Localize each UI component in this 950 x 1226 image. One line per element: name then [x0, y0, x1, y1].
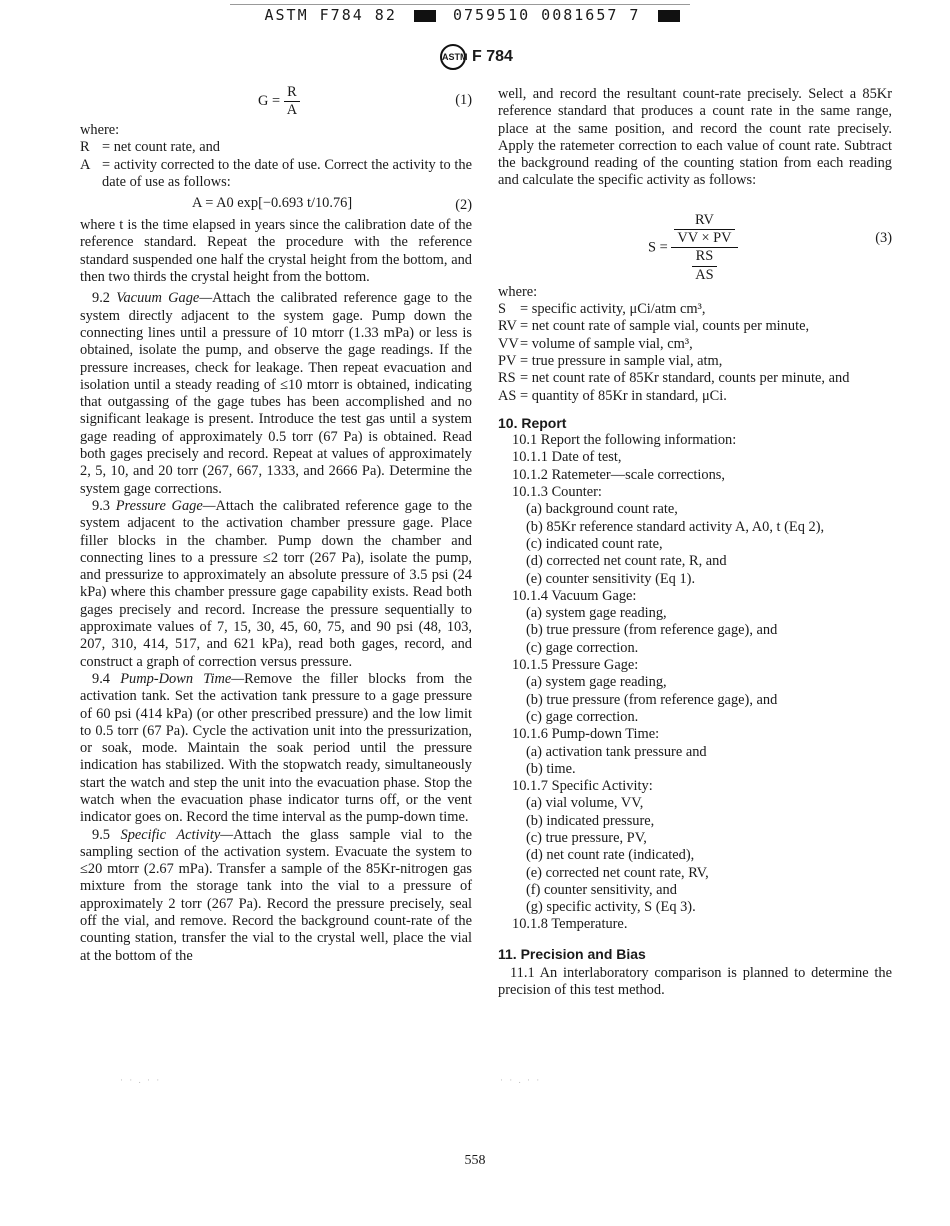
astm-header [0, 6, 950, 24]
black-block [414, 10, 436, 22]
report-item: 10.1.3 Counter: [512, 484, 602, 501]
report-item: (c) indicated count rate, [526, 535, 663, 552]
def-RS: RS = net count rate of 85Kr standard, counts per minute, and [498, 370, 850, 387]
def-R: R = net count rate, and [80, 139, 220, 156]
def-A: A = activity corrected to the date of use. Correct the activity to the date of use as follows: [80, 156, 472, 190]
paragraph-9-5-continued: well, and record the resultant count-rate precisely. Select a 85Kr reference standard that produces a count rate in the same range, place at the same position, and record the count rate precisely. Apply the ratemeter correction to each value of count rate. Subtract the background reading of the counting station from each reading and calculate the specific activity as follows: [498, 86, 892, 189]
astm-logo [440, 44, 513, 70]
section-9-5: 9.5 Specific Activity—Attach the glass sample vial to the sampling section of the activation system. Evacuate the system to ≤20 mtorr (2.67 mPa). Transfer a sample of the 85Kr-nitrogen gas mixture from the storage tank into the vial to a pressure of approximately 2 torr (267 Pa). Record the pressure precisely, seal off the vial, and remove. Record the background count-rate of the counting station, transfer the vial to the crystal well, place the vial at the bottom of the [80, 826, 472, 964]
section-11-heading: 11. Precision and Bias [498, 945, 646, 962]
eq1-fraction: $\frac{R}{A}$ [284, 84, 300, 120]
def-PV: PV = true pressure in sample vial, atm, [498, 352, 723, 369]
report-item: (a) vial volume, VV, [526, 795, 644, 812]
report-item: (c) gage correction. [526, 708, 639, 725]
scan-noise: · · . · · [120, 1075, 162, 1085]
page-number: 558 [464, 1153, 486, 1168]
report-item: (b) true pressure (from reference gage), and [526, 691, 778, 708]
def-AS: AS = quantity of 85Kr in standard, μCi. [498, 387, 727, 404]
equation-2: A = A0 exp[−0.693 t/10.76] (2) [192, 195, 472, 214]
report-item: (a) system gage reading, [526, 605, 667, 622]
header-right: 0759510 0081657 7 [452, 6, 641, 24]
section-10-heading: 10. Report [498, 414, 567, 431]
report-item: (g) specific activity, S (Eq 3). [526, 899, 696, 916]
section-9-3: 9.3 Pressure Gage—Attach the calibrated reference gage to the system adjacent to the activation chamber pressure gage. Place filler blocks in the chamber. Pump down the chamber and connecting lines to a pressure ≤2 torr (267 Pa), isolate the pump, and pressurize to approximately an absolute pressure of 3.5 psi (24 kPa) where this chamber pressure gage capability exists. Read both gages precisely and record. Increase the pressure sequentially to approximate values of 7, 15, 30, 45, 60, 75, and 90 psi (48, 103, 207, 310, 414, 517, and 621 kPa), read both gages, record, and construct a graph of correction versus pressure. [80, 497, 473, 670]
report-item: 10.1.6 Pump-down Time: [512, 726, 660, 743]
header-left: ASTM F784 82 [264, 6, 397, 24]
where-label: where: [80, 122, 120, 138]
def-VV: VV = volume of sample vial, cm³, [498, 335, 693, 352]
report-item: (f) counter sensitivity, and [526, 881, 677, 898]
report-item: (a) system gage reading, [526, 674, 667, 691]
eq3-number: (3) [875, 229, 892, 246]
report-item: 10.1.2 Ratemeter—scale corrections, [512, 466, 725, 483]
report-item: (c) gage correction. [526, 639, 639, 656]
section-11-1: 11.1 An interlaboratory comparison is planned to determine the precision of this test method. [498, 965, 892, 999]
report-item: 10.1.1 Date of test, [512, 449, 622, 466]
report-item: (e) counter sensitivity (Eq 1). [526, 570, 696, 587]
report-item: 10.1 Report the following information: [512, 432, 737, 449]
report-item: (a) background count rate, [526, 501, 678, 518]
def-S: S = specific activity, μCi/atm cm³, [498, 301, 706, 318]
report-item: (b) 85Kr reference standard activity A, A0, t (Eq 2), [526, 518, 825, 535]
astm-logo-icon: ASTM [440, 44, 466, 70]
report-item: (a) activation tank pressure and [526, 743, 707, 760]
report-item: 10.1.7 Specific Activity: [512, 778, 653, 795]
right-column [498, 86, 892, 1000]
report-items [498, 432, 892, 934]
eq3-fraction: $\frac{\frac{RV}{VV \times PV}}{\frac{RS}{AS}}$ [671, 212, 737, 284]
report-item: (d) net count rate (indicated), [526, 847, 695, 864]
def-RV: RV = net count rate of sample vial, counts per minute, [498, 318, 810, 335]
report-item: 10.1.5 Pressure Gage: [512, 657, 639, 674]
paragraph-9-1-end: where t is the time elapsed in years since the calibration date of the reference standard. Repeat the procedure with the reference standard suspended one half the crystal height from the bottom, and then two thirds the crystal height from the bottom. [80, 217, 472, 286]
top-rule [230, 4, 690, 5]
section-9-4: 9.4 Pump-Down Time—Remove the filler blocks from the activation tank. Set the activation tank pressure to a gage pressure of 60 psi (414 kPa) (or other prescribed pressure) and the low limit to 0.5 torr (67 Pa). Cycle the activation unit into the pressurization, or soak, mode. Maintain the soak period until the pressure indication has stabilized. With the stopwatch ready, simultaneously start the watch and step the unit into the evacuation phase. Stop the watch when the evacuation phase indicator turns off, or the vent indicator goes on. Record the time interval as the pump-down time. [80, 670, 472, 826]
equation-1 [80, 80, 472, 118]
eq1-number: (1) [455, 92, 472, 108]
report-item: 10.1.4 Vacuum Gage: [512, 587, 637, 604]
report-item: (c) true pressure, PV, [526, 829, 647, 846]
equation-3 [498, 198, 892, 283]
report-item: (b) time. [526, 760, 576, 777]
section-9-2: 9.2 Vacuum Gage—Attach the calibrated reference gage to the system directly adjacent to the system gage. Pump down the connecting lines until a pressure of 10 mtorr (1.33 mPa) or less is obtained, isolate the pump, and observe the gage readings. If the pressure increases, check for leakage. Then repeat evacuation and isolation until a steady reading of ≤10 mtorr is obtained, indicating that outgassing of the gage tubes has been accomplished and no significant leakage is present. Introduce the test gas until a system gage reading of approximately 0.5 torr (67 Pa) is obtained. Read both gages precisely and record. Repeat at values of approximately 2, 5, 10, and 20 torr (267, 667, 1333, and 2666 Pa). Determine the system gage corrections. [80, 290, 472, 497]
report-item: 10.1.8 Temperature. [512, 916, 628, 933]
eq2-number: (2) [455, 197, 472, 214]
left-column [80, 80, 472, 965]
report-item: (b) indicated pressure, [526, 812, 655, 829]
report-item: (b) true pressure (from reference gage), and [526, 622, 778, 639]
where-label: where: [498, 283, 538, 300]
black-block [658, 10, 680, 22]
report-item: (d) corrected net count rate, R, and [526, 553, 727, 570]
eq3-lhs: S = [648, 239, 668, 256]
scan-noise: · · . · · [500, 1075, 542, 1085]
designation: F 784 [472, 48, 513, 66]
report-item: (e) corrected net count rate, RV, [526, 864, 709, 881]
eq1-lhs: G = [258, 93, 281, 110]
